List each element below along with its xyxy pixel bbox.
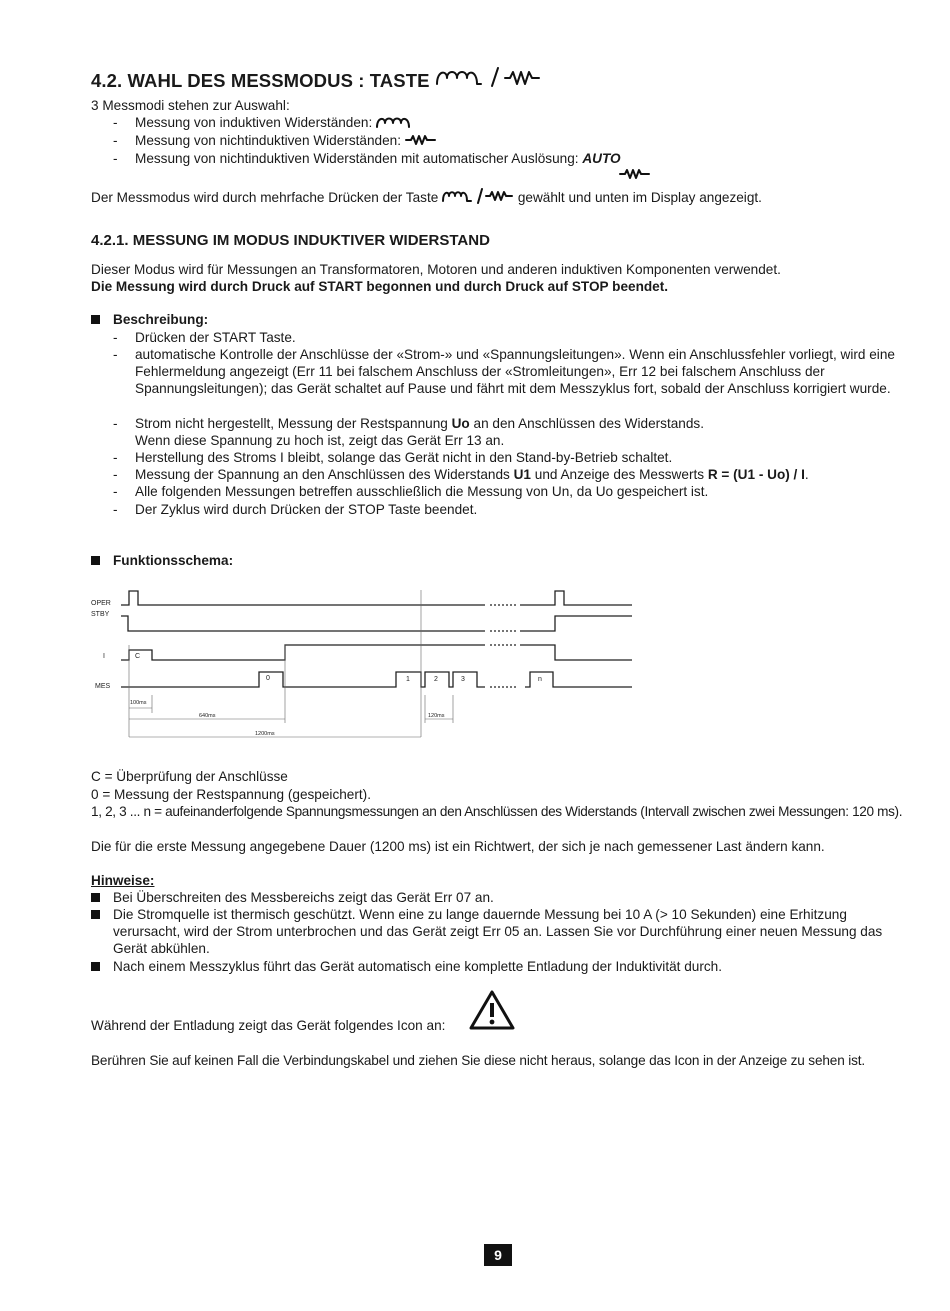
oper-signal	[121, 591, 485, 605]
list-dash: -	[113, 330, 118, 345]
mes-signal	[121, 672, 485, 687]
beschreibung-item: Strom nicht hergestellt, Messung der Restspannung Uo an den Anschlüssen des Widerstands.	[135, 416, 704, 431]
bullet-square	[91, 910, 100, 919]
list-dash: -	[113, 484, 118, 499]
subsection-paragraph: Dieser Modus wird für Messungen an Transformatoren, Motoren und anderen induktiven Komponenten verwendet.	[91, 262, 781, 277]
beschreibung-title: Beschreibung:	[113, 312, 209, 327]
beschreibung-item: Drücken der START Taste.	[135, 330, 296, 345]
signal-label-mes: MES	[95, 683, 111, 690]
duration-label-100ms: 100ms	[130, 700, 147, 706]
mode-item-auto: Messung von nichtinduktiven Widerständen mit automatischer Auslösung: AUTO	[135, 151, 621, 166]
warning-triangle-icon	[468, 989, 516, 1031]
stby-signal	[121, 616, 485, 631]
i-signal-end	[520, 645, 632, 660]
pulse-label-0: 0	[266, 675, 270, 682]
stby-signal-end	[520, 616, 632, 631]
section-heading: 4.2. WAHL DES MESSMODUS : TASTE	[91, 66, 545, 92]
mode-key-icon	[442, 188, 514, 204]
beschreibung-item: Messung der Spannung an den Anschlüssen des Widerstands U1 und Anzeige des Messwerts R = (U1 - Uo) / I.	[135, 467, 809, 482]
mode-item-noninductive: Messung von nichtinduktiven Widerständen:	[135, 132, 910, 149]
timing-diagram	[85, 585, 645, 745]
legend-line: C = Überprüfung der Anschlüsse	[91, 769, 288, 784]
i-signal	[121, 645, 485, 660]
schema-title: Funktionsschema:	[113, 553, 234, 568]
pulse-label-n: n	[538, 676, 542, 683]
hinweis-item: Die Stromquelle ist thermisch geschützt. Wenn eine zu lange dauernde Messung bei 10 A (> 10 Sekunden) eine Erhitzung verursacht, wird der Strom unterbrochen und das Gerät zeigt Err 05 an. Lassen Sie vor Durchführung einer neuen Messung das Gerät abkühlen.	[113, 907, 883, 956]
subsection-bold-paragraph: Die Messung wird durch Druck auf START begonnen und durch Druck auf STOP beendet.	[91, 279, 669, 294]
legend-line: Die für die erste Messung angegebene Dauer (1200 ms) ist ein Richtwert, der sich je nach gemessener Last ändern kann.	[91, 839, 825, 854]
pulse-label-c: C	[135, 653, 141, 660]
hinweise-title: Hinweise:	[91, 873, 155, 888]
legend-line: 0 = Messung der Restspannung (gespeichert).	[91, 787, 371, 802]
beschreibung-item: Der Zyklus wird durch Drücken der STOP Taste beendet.	[135, 502, 478, 517]
page-number: 9	[484, 1244, 512, 1266]
discharge-warning: Berühren Sie auf keinen Fall die Verbindungskabel und ziehen Sie diese nicht heraus, solange das Icon in der Anzeige zu sehen ist.	[91, 1053, 865, 1068]
resistor-icon	[619, 168, 651, 180]
list-dash: -	[113, 502, 118, 517]
auto-label: AUTO	[582, 151, 621, 166]
bullet-square	[91, 962, 100, 971]
bullet-square	[91, 893, 100, 902]
duration-label-640ms: 640ms	[199, 713, 216, 719]
reference-line	[129, 590, 453, 737]
legend-line: 1, 2, 3 ... n = aufeinanderfolgende Spannungsmessungen an den Anschlüssen des Widerstands (Intervall zwischen zwei Messungen: 120 ms).	[91, 804, 903, 819]
resistor-icon	[405, 134, 437, 146]
mode-item-inductive: Messung von induktiven Widerständen:	[135, 114, 910, 131]
bullet-square	[91, 556, 100, 565]
hinweis-item: Nach einem Messzyklus führt das Gerät automatisch eine komplette Entladung der Induktivität durch.	[113, 959, 723, 974]
list-dash: -	[113, 115, 118, 130]
mode-select-text: Der Messmodus wird durch mehrfache Drücken der Taste gewählt und unten im Display angezeigt.	[91, 190, 762, 205]
list-dash: -	[113, 467, 118, 482]
discharge-text: Während der Entladung zeigt das Gerät folgendes Icon an:	[91, 1018, 446, 1033]
signal-label-oper: OPER	[91, 600, 111, 607]
list-dash: -	[113, 416, 118, 431]
beschreibung-item: Alle folgenden Messungen betreffen ausschließlich die Messung von Un, da Uo gespeichert ist.	[135, 484, 709, 499]
inductive-resistor-icon	[376, 115, 412, 129]
signal-label-i: I	[103, 653, 105, 660]
list-dash: -	[113, 151, 118, 166]
pulse-label-3: 3	[461, 676, 465, 683]
beschreibung-item-continuation: Wenn diese Spannung zu hoch ist, zeigt das Gerät Err 13 an.	[135, 433, 505, 448]
beschreibung-item: Herstellung des Stroms I bleibt, solange das Gerät nicht in den Stand-by-Betrieb schaltet.	[135, 450, 673, 465]
signal-label-stby: STBY	[91, 611, 110, 618]
inductive-resistor-slash-resistor-icon	[435, 66, 545, 90]
duration-label-1200ms: 1200ms	[255, 731, 275, 737]
bullet-square	[91, 315, 100, 324]
oper-signal-end	[520, 591, 632, 605]
list-dash: -	[113, 347, 118, 362]
beschreibung-item: automatische Kontrolle der Anschlüsse der «Strom-» und «Spannungsleitungen». Wenn ein Anschlussfehler vorliegt, wird eine Fehlermeldung angezeigt (Err 11 bei falschem Anschluss der «Stromleitungen», Err 12 bei falschem Anschluss der Spannungsleitungen); das Gerät schaltet auf Pause und fährt mit dem Messzyklus fort, sobald der Anschluss korrigiert wurde.	[135, 347, 895, 396]
intro-text: 3 Messmodi stehen zur Auswahl:	[91, 98, 290, 113]
pulse-label-2: 2	[434, 676, 438, 683]
dotted-gap	[490, 605, 517, 687]
subsection-heading: 4.2.1. MESSUNG IM MODUS INDUKTIVER WIDERSTAND	[91, 232, 490, 249]
list-dash: -	[113, 133, 118, 148]
hinweis-item: Bei Überschreiten des Messbereichs zeigt das Gerät Err 07 an.	[113, 890, 494, 905]
duration-label-120ms: 120ms	[428, 713, 445, 719]
list-dash: -	[113, 450, 118, 465]
pulse-label-1: 1	[406, 676, 410, 683]
